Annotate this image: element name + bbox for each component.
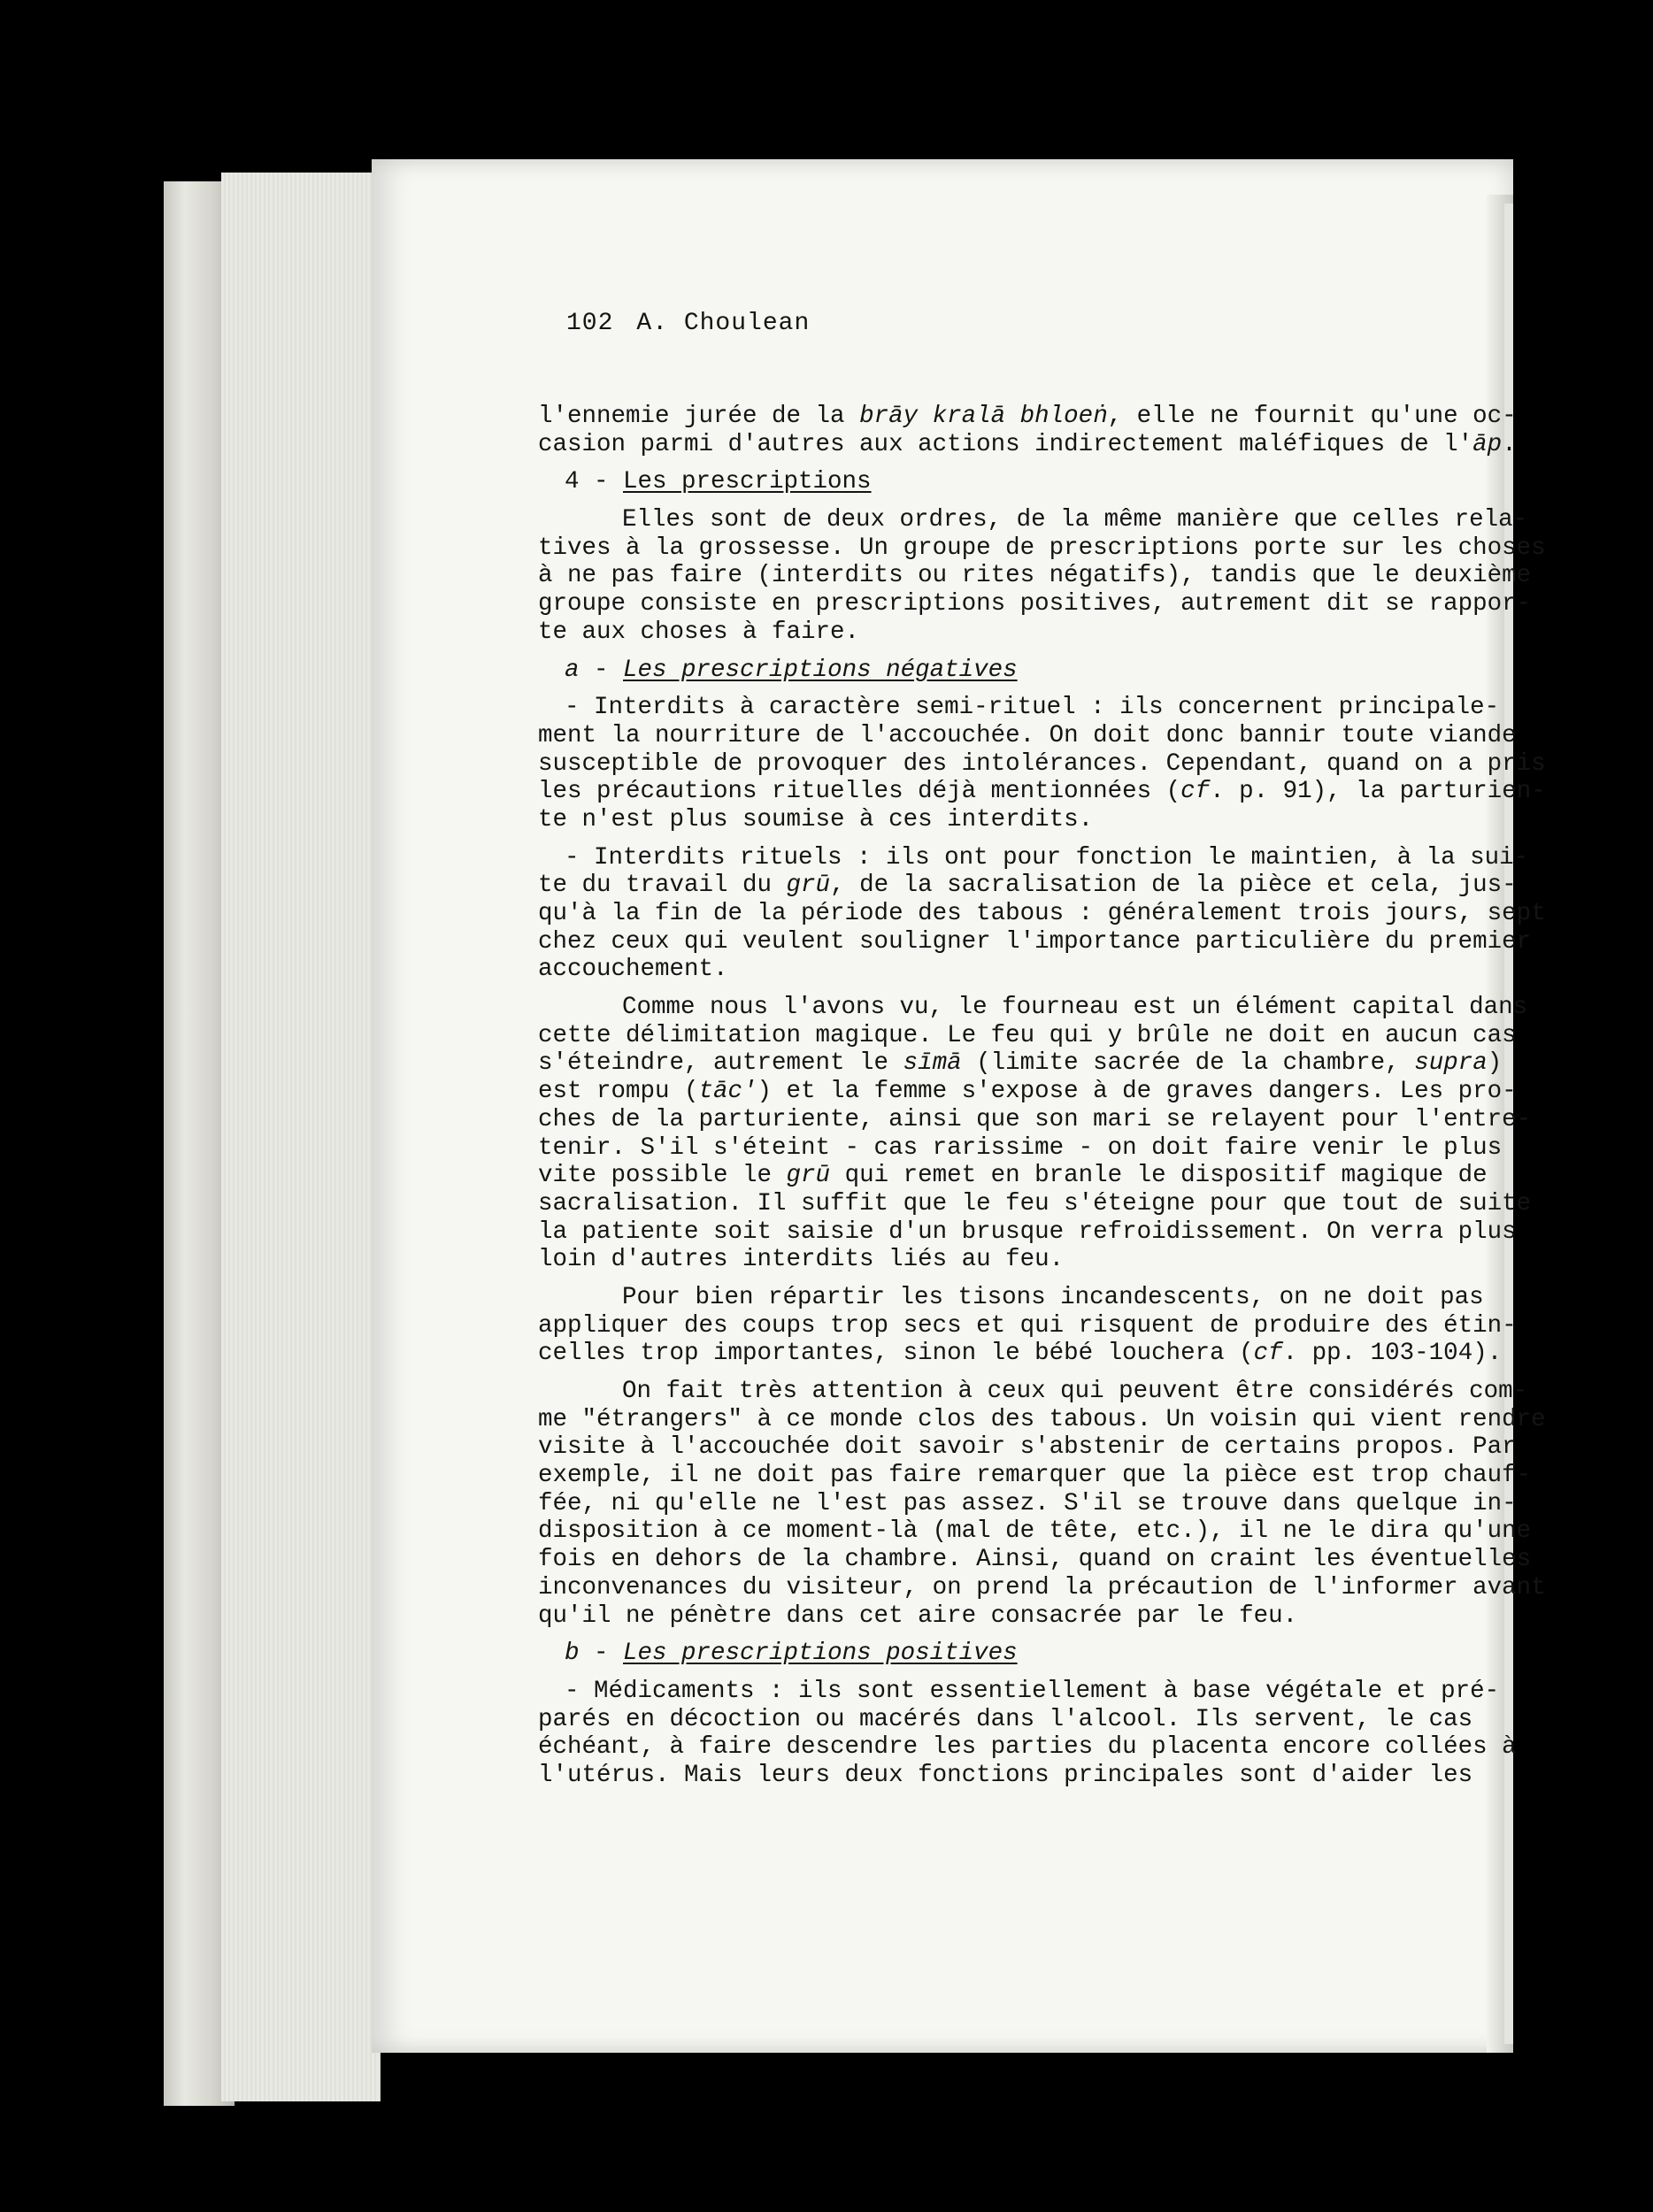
text-run: est rompu ( [538,1078,699,1106]
paragraph-gap [538,834,1507,844]
text-line [538,1078,1517,1106]
text-run: - Interdits à caractère semi-rituel : ils concernent principale- [565,694,1500,722]
text-run: On fait très attention à ceux qui peuvent être considérés com- [622,1378,1528,1405]
text-line [538,1134,1507,1163]
text-run: fois en dehors de la chambre. Ainsi, quand on craint les éventuelles [538,1546,1532,1574]
text-run: te aux choses à faire. [538,618,860,646]
text-line [538,749,1546,779]
text-run: les précautions rituelles déjà mentionnées ( [538,778,1181,806]
text-run: supra [1414,1049,1488,1078]
text-line [538,590,1532,618]
text-run: , de la sacralisation de la pièce et cela, jus- [830,872,1517,900]
text-run: qu'à la fin de la période des tabous : généralement trois jours, sept [538,900,1546,927]
text-run: Pour bien répartir les tisons incandescents, on ne doit pas [622,1283,1484,1311]
text-line [538,1489,1517,1518]
paragraph-gap [538,647,1507,657]
text-line [538,1405,1546,1434]
text-line [538,618,1507,647]
text-run: appliquer des coups trop secs et qui risquent de produire des étin- [538,1311,1517,1340]
text-line [538,1105,1532,1134]
text-run: s'éteindre, autrement le [538,1049,903,1078]
text-line [538,694,1507,722]
text-line [538,1311,1517,1340]
text-run: cf [1253,1340,1283,1368]
text-line [538,806,1507,834]
text-run: grū [786,872,831,900]
text-run: Elles sont de deux ordres, de la même manière que celles rela- [622,506,1528,534]
text-run: āp [1472,430,1503,458]
text-line [538,1640,1507,1668]
text-run: tāc' [698,1078,757,1106]
paragraph-gap [538,496,1507,506]
text-run: tives à la grossesse. Un groupe de prescriptions porte sur les choses [538,534,1546,562]
text-run: Les prescriptions [623,468,872,496]
text-run: (limite sacrée de la chambre, [961,1049,1415,1078]
text-run: chez ceux qui veulent souligner l'importance particulière du premier [538,927,1532,956]
text-run: b [565,1640,580,1668]
text-line [538,721,1517,750]
text-line [538,1284,1507,1312]
text-line [538,1433,1517,1462]
text-line [538,1162,1507,1190]
text-run: exemple, il ne doit pas faire remarquer que la pièce est trop chauf- [538,1462,1532,1490]
paragraph-gap [538,684,1507,694]
text-line [538,1573,1546,1602]
text-line [538,1189,1532,1218]
text-run: casion parmi d'autres aux actions indirectement maléfiques de l' [538,430,1473,458]
text-run: inconvenances du visiteur, on prend la précaution de l'informer avant [538,1573,1546,1601]
text-run: la patiente soit saisie d'un brusque refroidissement. On verra plus [538,1217,1517,1246]
text-run: ) [1487,1049,1503,1078]
text-line [538,900,1546,928]
text-run: Comme nous l'avons vu, le fourneau est un élément capital dans [622,994,1528,1022]
paragraph-gap [538,1630,1507,1640]
text-run: ches de la parturiente, ainsi que son mari se relayent pour l'entre- [538,1105,1532,1133]
text-run: tenir. S'il s'éteint - cas rarissime - on doit faire venir le plus [538,1133,1503,1162]
text-run: l'utérus. Mais leurs deux fonctions principales sont d'aider les [538,1761,1473,1789]
text-run: visite à l'accouchée doit savoir s'abstenir de certains propos. Par [538,1433,1517,1462]
text-line [538,1462,1532,1490]
text-run: - Interdits rituels : ils ont pour fonction le maintien, à la sui- [565,843,1529,872]
text-run: disposition à ce moment-là (mal de tête, etc.), il ne le dira qu'une [538,1517,1532,1546]
text-line [538,1733,1517,1762]
text-run: susceptible de provoquer des intolérances. Cependant, quand on a pris [538,749,1546,778]
text-run: - [579,1640,624,1668]
text-run: - Médicaments : ils sont essentiellement à base végétale et pré- [565,1677,1500,1705]
paragraph-gap [538,1368,1507,1378]
text-line [538,1246,1507,1274]
text-line [538,1049,1507,1078]
paragraph-gap [538,1668,1507,1678]
text-run: celles trop importantes, sinon le bébé louchera ( [538,1340,1254,1368]
text-run: qu'il ne pénètre dans cet aire consacrée par le feu. [538,1601,1298,1630]
text-run: 4 - [565,468,624,496]
text-run: vite possible le [538,1162,787,1190]
text-run: . [1502,430,1517,458]
text-line [538,468,1507,496]
text-run: ) et la femme s'expose à de graves dangers. Les pro- [757,1078,1517,1106]
paragraph-gap [538,1274,1507,1284]
text-line [538,1546,1532,1574]
author-name: A. Choulean [636,310,811,337]
text-line [538,927,1532,956]
text-run: fée, ni qu'elle ne l'est pas assez. S'il se trouve dans quelque in- [538,1489,1517,1517]
page-number: 102 [566,310,614,337]
text-line [538,1021,1517,1050]
text-run: l'ennemie jurée de la [538,403,860,430]
paragraph-gap [538,458,1507,468]
text-line [538,994,1528,1022]
text-run: - [579,656,624,684]
text-line [538,1340,1507,1368]
text-line [538,1762,1507,1790]
running-header [566,310,833,337]
text-run: groupe consiste en prescriptions positives, autrement dit se rappor- [538,590,1532,618]
text-run: me "étrangers" à ce monde clos des tabous. Un voisin qui vient rendre [538,1405,1546,1433]
text-line [538,534,1546,563]
text-run: te du travail du [538,872,787,900]
text-run: parés en décoction ou macérés dans l'alcool. Ils servent, le cas [538,1705,1473,1733]
page-stack-edges [221,173,381,2101]
text-run: sīmā [903,1049,962,1078]
text-line [538,778,1546,806]
text-line [538,956,1507,984]
text-run: échéant, à faire descendre les parties du placenta encore collées à [538,1733,1517,1762]
text-run: qui remet en branle le dispositif magique de [830,1162,1488,1190]
text-run: à ne pas faire (interdits ou rites négatifs), tandis que le deuxième [538,562,1532,590]
text-line [538,1517,1532,1546]
text-line [538,1217,1517,1247]
text-run: sacralisation. Il suffit que le feu s'éteigne pour que tout de suite [538,1189,1532,1217]
text-line [538,430,1517,459]
text-line [538,1706,1507,1734]
text-run: brāy kralā bhloeṅ [859,403,1108,430]
text-run: Les prescriptions négatives [623,656,1018,684]
text-run: . pp. 103-104). [1282,1340,1503,1368]
page-body-text [538,403,1546,1790]
text-run: grū [786,1162,831,1190]
text-line [538,1378,1528,1406]
text-line [538,403,1517,431]
text-line [538,843,1529,872]
text-line [538,1602,1507,1631]
text-run: Les prescriptions positives [623,1640,1018,1668]
text-run: te n'est plus soumise à ces interdits. [538,805,1094,833]
text-run: a [565,656,580,684]
text-line [538,562,1532,590]
text-run: , elle ne fournit qu'une oc- [1107,403,1517,430]
text-run: loin d'autres interdits liés au feu. [538,1246,1065,1274]
text-run: ment la nourriture de l'accouchée. On doit donc bannir toute viande [538,721,1517,749]
text-line [538,506,1528,534]
text-run: accouchement. [538,956,728,984]
text-run: cette délimitation magique. Le feu qui y brûle ne doit en aucun cas [538,1021,1517,1049]
paragraph-gap [538,984,1507,994]
text-line [538,872,1517,900]
text-line [538,1678,1507,1706]
text-run: cf [1180,778,1211,806]
text-run: . p. 91), la parturien- [1210,778,1546,806]
text-line [538,657,1507,685]
